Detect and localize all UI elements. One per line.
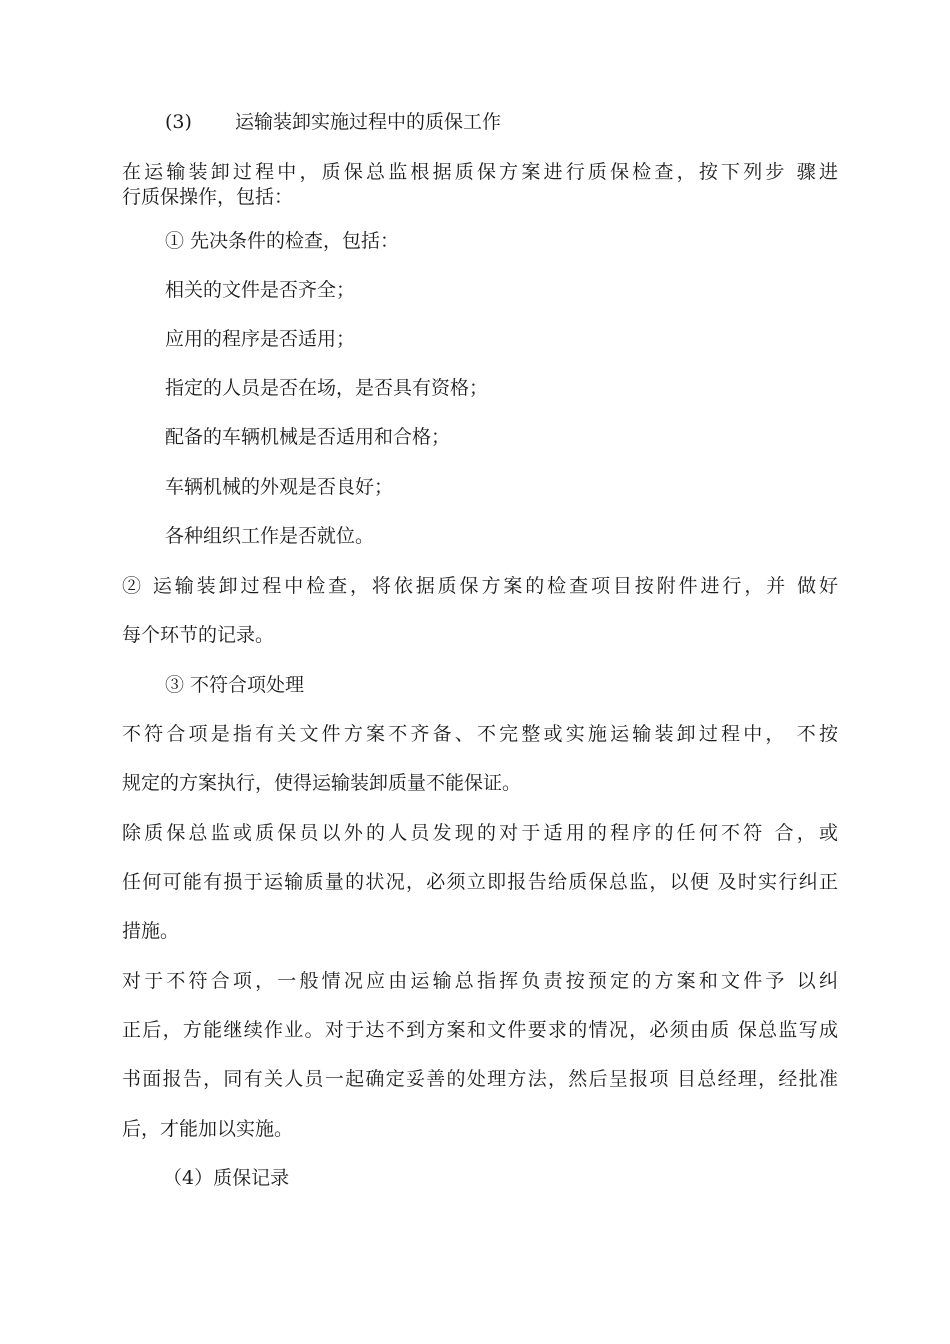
check-item: 指定的人员是否在场，是否具有资格； <box>165 377 489 399</box>
item-2-line-1: ② 运输装卸过程中检查，将依据质保方案的检查项目按附件进行，并 做好 <box>122 575 838 597</box>
item-3-title: ③ 不符合项处理 <box>165 674 305 696</box>
check-item: 配备的车辆机械是否适用和合格； <box>165 426 451 448</box>
nonconformance-definition-line-2: 规定的方案执行，使得运输装卸质量不能保证。 <box>122 772 522 794</box>
item-1-title: ① 先决条件的检查，包括： <box>165 230 400 252</box>
intro-line-2: 行质保操作，包括： <box>122 186 294 208</box>
section-heading-4: （4）质保记录 <box>163 1167 290 1189</box>
check-item: 应用的程序是否适用； <box>165 328 356 350</box>
section-number: (3) <box>165 111 192 133</box>
handling-paragraph-line-3: 书面报告，同有关人员一起确定妥善的处理方法，然后呈报项 目总经理，经批准 <box>122 1068 838 1090</box>
handling-paragraph-line-1: 对于不符合项，一般情况应由运输总指挥负责按预定的方案和文件予 以纠 <box>122 970 838 992</box>
handling-paragraph-line-2: 正后，方能继续作业。对于达不到方案和文件要求的情况，必须由质 保总监写成 <box>122 1019 838 1041</box>
check-item: 车辆机械的外观是否良好； <box>165 476 394 498</box>
reporting-paragraph-line-1: 除质保总监或质保员以外的人员发现的对于适用的程序的任何不符 合，或 <box>122 822 838 844</box>
check-item: 各种组织工作是否就位。 <box>165 525 375 547</box>
reporting-paragraph-line-3: 措施。 <box>122 920 180 942</box>
section-title: 运输装卸实施过程中的质保工作 <box>235 111 502 133</box>
handling-paragraph-line-4: 后，才能加以实施。 <box>122 1118 294 1140</box>
item-2-line-2: 每个环节的记录。 <box>122 624 275 646</box>
check-item: 相关的文件是否齐全； <box>165 279 356 301</box>
reporting-paragraph-line-2: 任何可能有损于运输质量的状况，必须立即报告给质保总监，以便 及时实行纠正 <box>122 871 838 893</box>
intro-line-1: 在运输装卸过程中，质保总监根据质保方案进行质保检查，按下列步 骤进 <box>122 161 838 183</box>
section-heading-3 <box>165 110 501 134</box>
nonconformance-definition-line-1: 不符合项是指有关文件方案不齐备、不完整或实施运输装卸过程中， 不按 <box>122 723 838 745</box>
